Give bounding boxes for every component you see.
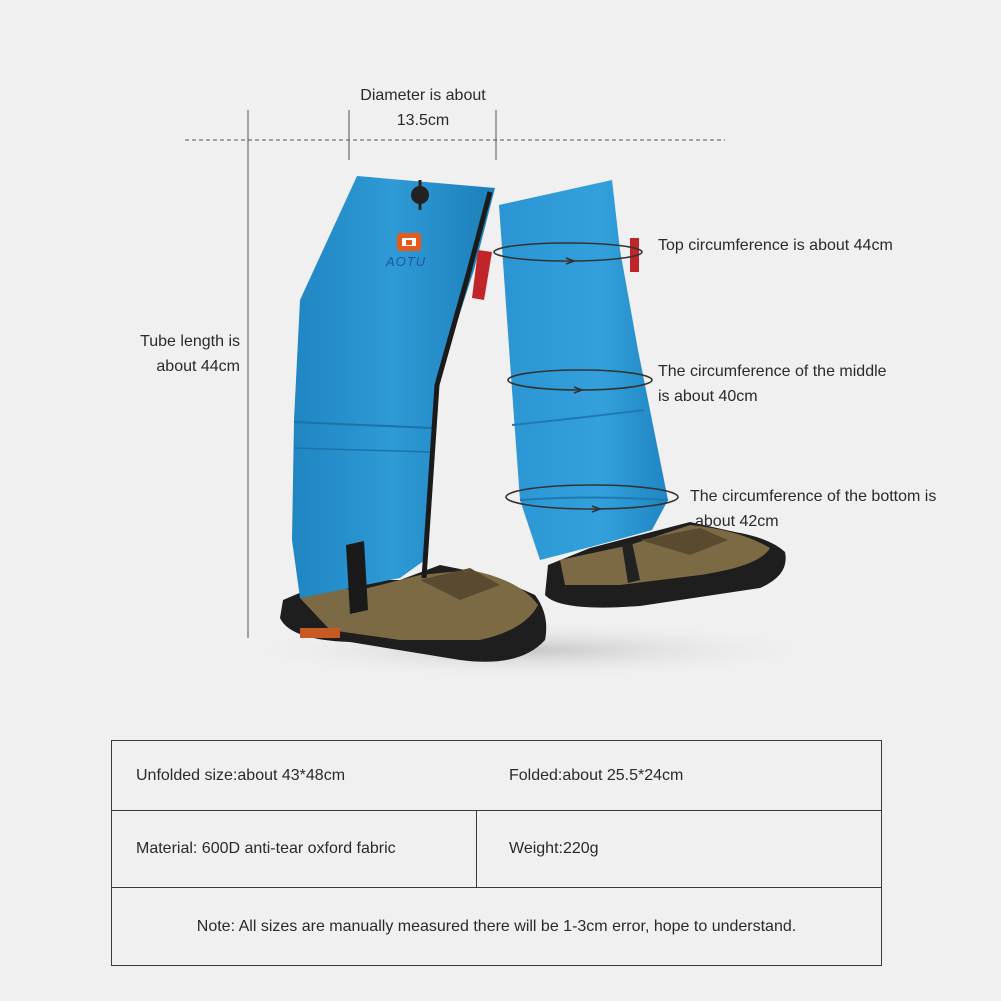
note-cell: Note: All sizes are manually measured there will be 1-3cm error, hope to understand. bbox=[196, 917, 797, 935]
table-divider bbox=[476, 811, 477, 887]
weight-cell: Weight:220g bbox=[509, 840, 599, 857]
spec-row-material bbox=[112, 811, 881, 888]
material-cell: Material: 600D anti-tear oxford fabric bbox=[136, 840, 396, 857]
brand-logo-icon bbox=[397, 233, 421, 251]
spec-row-note bbox=[112, 888, 881, 965]
spec-row-size bbox=[112, 741, 881, 811]
bottom-circumference-label: The circumference of the bottom is about 42cm bbox=[690, 488, 937, 530]
top-circumference-label: Top circumference is about 44cm bbox=[658, 237, 893, 254]
spec-table bbox=[111, 740, 882, 966]
middle-circumference-label: The circumference of the middle is about 40cm bbox=[658, 363, 887, 405]
unfolded-size-cell: Unfolded size:about 43*48cm bbox=[136, 766, 346, 784]
brand-logo-text: AOTU bbox=[386, 254, 427, 269]
diameter-label: Diameter is about 13.5cm bbox=[360, 87, 486, 129]
tube-length-label: Tube length is about 44cm bbox=[140, 333, 240, 375]
folded-size-cell: Folded:about 25.5*24cm bbox=[509, 766, 684, 784]
